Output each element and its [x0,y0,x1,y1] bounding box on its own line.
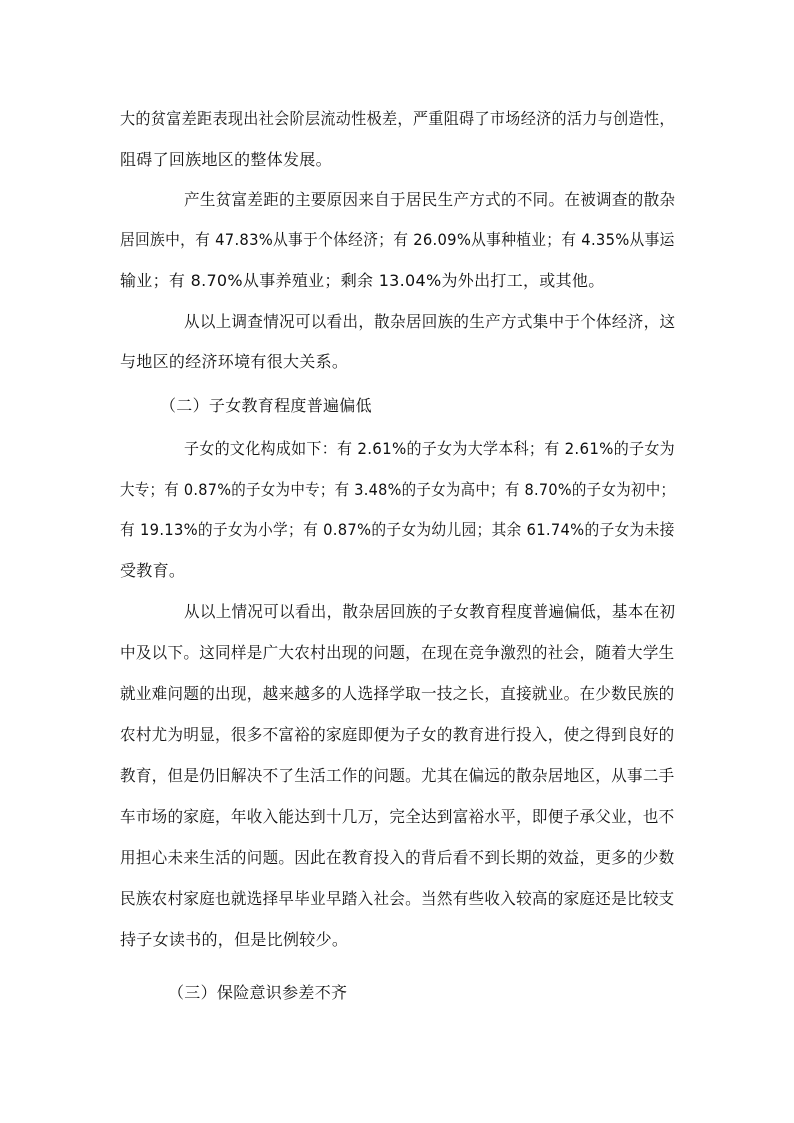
paragraph-1-line-2: 阻碍了回族地区的整体发展。 [120,150,332,169]
paragraph-4-line-2: 大专；有 0.87%的子女为中专；有 3.48%的子女为高中；有 8.70%的子女为初中； [120,480,676,499]
paragraph-4-line-4: 受教育。 [120,561,186,580]
section-heading-insurance: （三）保险意识参差不齐 [168,983,348,1002]
paragraph-5-line-8: 民族农村家庭也就选择早毕业早踏入社会。当然有些收入较高的家庭还是比较支 [120,889,675,908]
paragraph-5-line-4: 农村尤为明显，很多不富裕的家庭即便为子女的教育进行投入，使之得到良好的 [120,725,675,744]
paragraph-5-line-7: 用担心未来生活的问题。因此在教育投入的背后看不到长期的效益，更多的少数 [120,848,675,867]
paragraph-5-line-6: 车市场的家庭，年收入能达到十几万，完全达到富裕水平，即便子承父业，也不 [120,807,675,826]
paragraph-2-line-2: 居回族中，有 47.83%从事于个体经济；有 26.09%从事种植业；有 4.35%从事运 [120,230,675,249]
paragraph-2-line-3: 输业；有 8.70%从事养殖业；剩余 13.04%为外出打工，或其他。 [120,271,605,290]
paragraph-5-line-1: 从以上情况可以看出，散杂居回族的子女教育程度普遍偏低，基本在初 [184,602,676,621]
paragraph-4-line-3: 有 19.13%的子女为小学；有 0.87%的子女为幼儿园；其余 61.74%的子女为未接 [120,520,675,539]
paragraph-5-line-2: 中及以下。这同样是广大农村出现的问题，在现在竞争激烈的社会，随着大学生 [120,643,675,662]
paragraph-3-line-1: 从以上调查情况可以看出，散杂居回族的生产方式集中于个体经济，这 [184,312,676,331]
paragraph-5-line-5: 教育，但是仍旧解决不了生活工作的问题。尤其在偏远的散杂居地区，从事二手 [120,766,675,785]
paragraph-4-line-1: 子女的文化构成如下：有 2.61%的子女为大学本科；有 2.61%的子女为 [184,439,675,458]
section-heading-education: （二）子女教育程度普遍偏低 [160,396,372,415]
paragraph-1-line-1: 大的贫富差距表现出社会阶层流动性极差，严重阻碍了市场经济的活力与创造性， [120,109,675,128]
paragraph-3-line-2: 与地区的经济环境有很大关系。 [120,352,349,371]
paragraph-5-line-9: 持子女读书的，但是比例较少。 [120,930,349,949]
paragraph-5-line-3: 就业难问题的出现，越来越多的人选择学取一技之长，直接就业。在少数民族的 [120,684,675,703]
paragraph-2-line-1: 产生贫富差距的主要原因来自于居民生产方式的不同。在被调查的散杂 [184,190,676,209]
